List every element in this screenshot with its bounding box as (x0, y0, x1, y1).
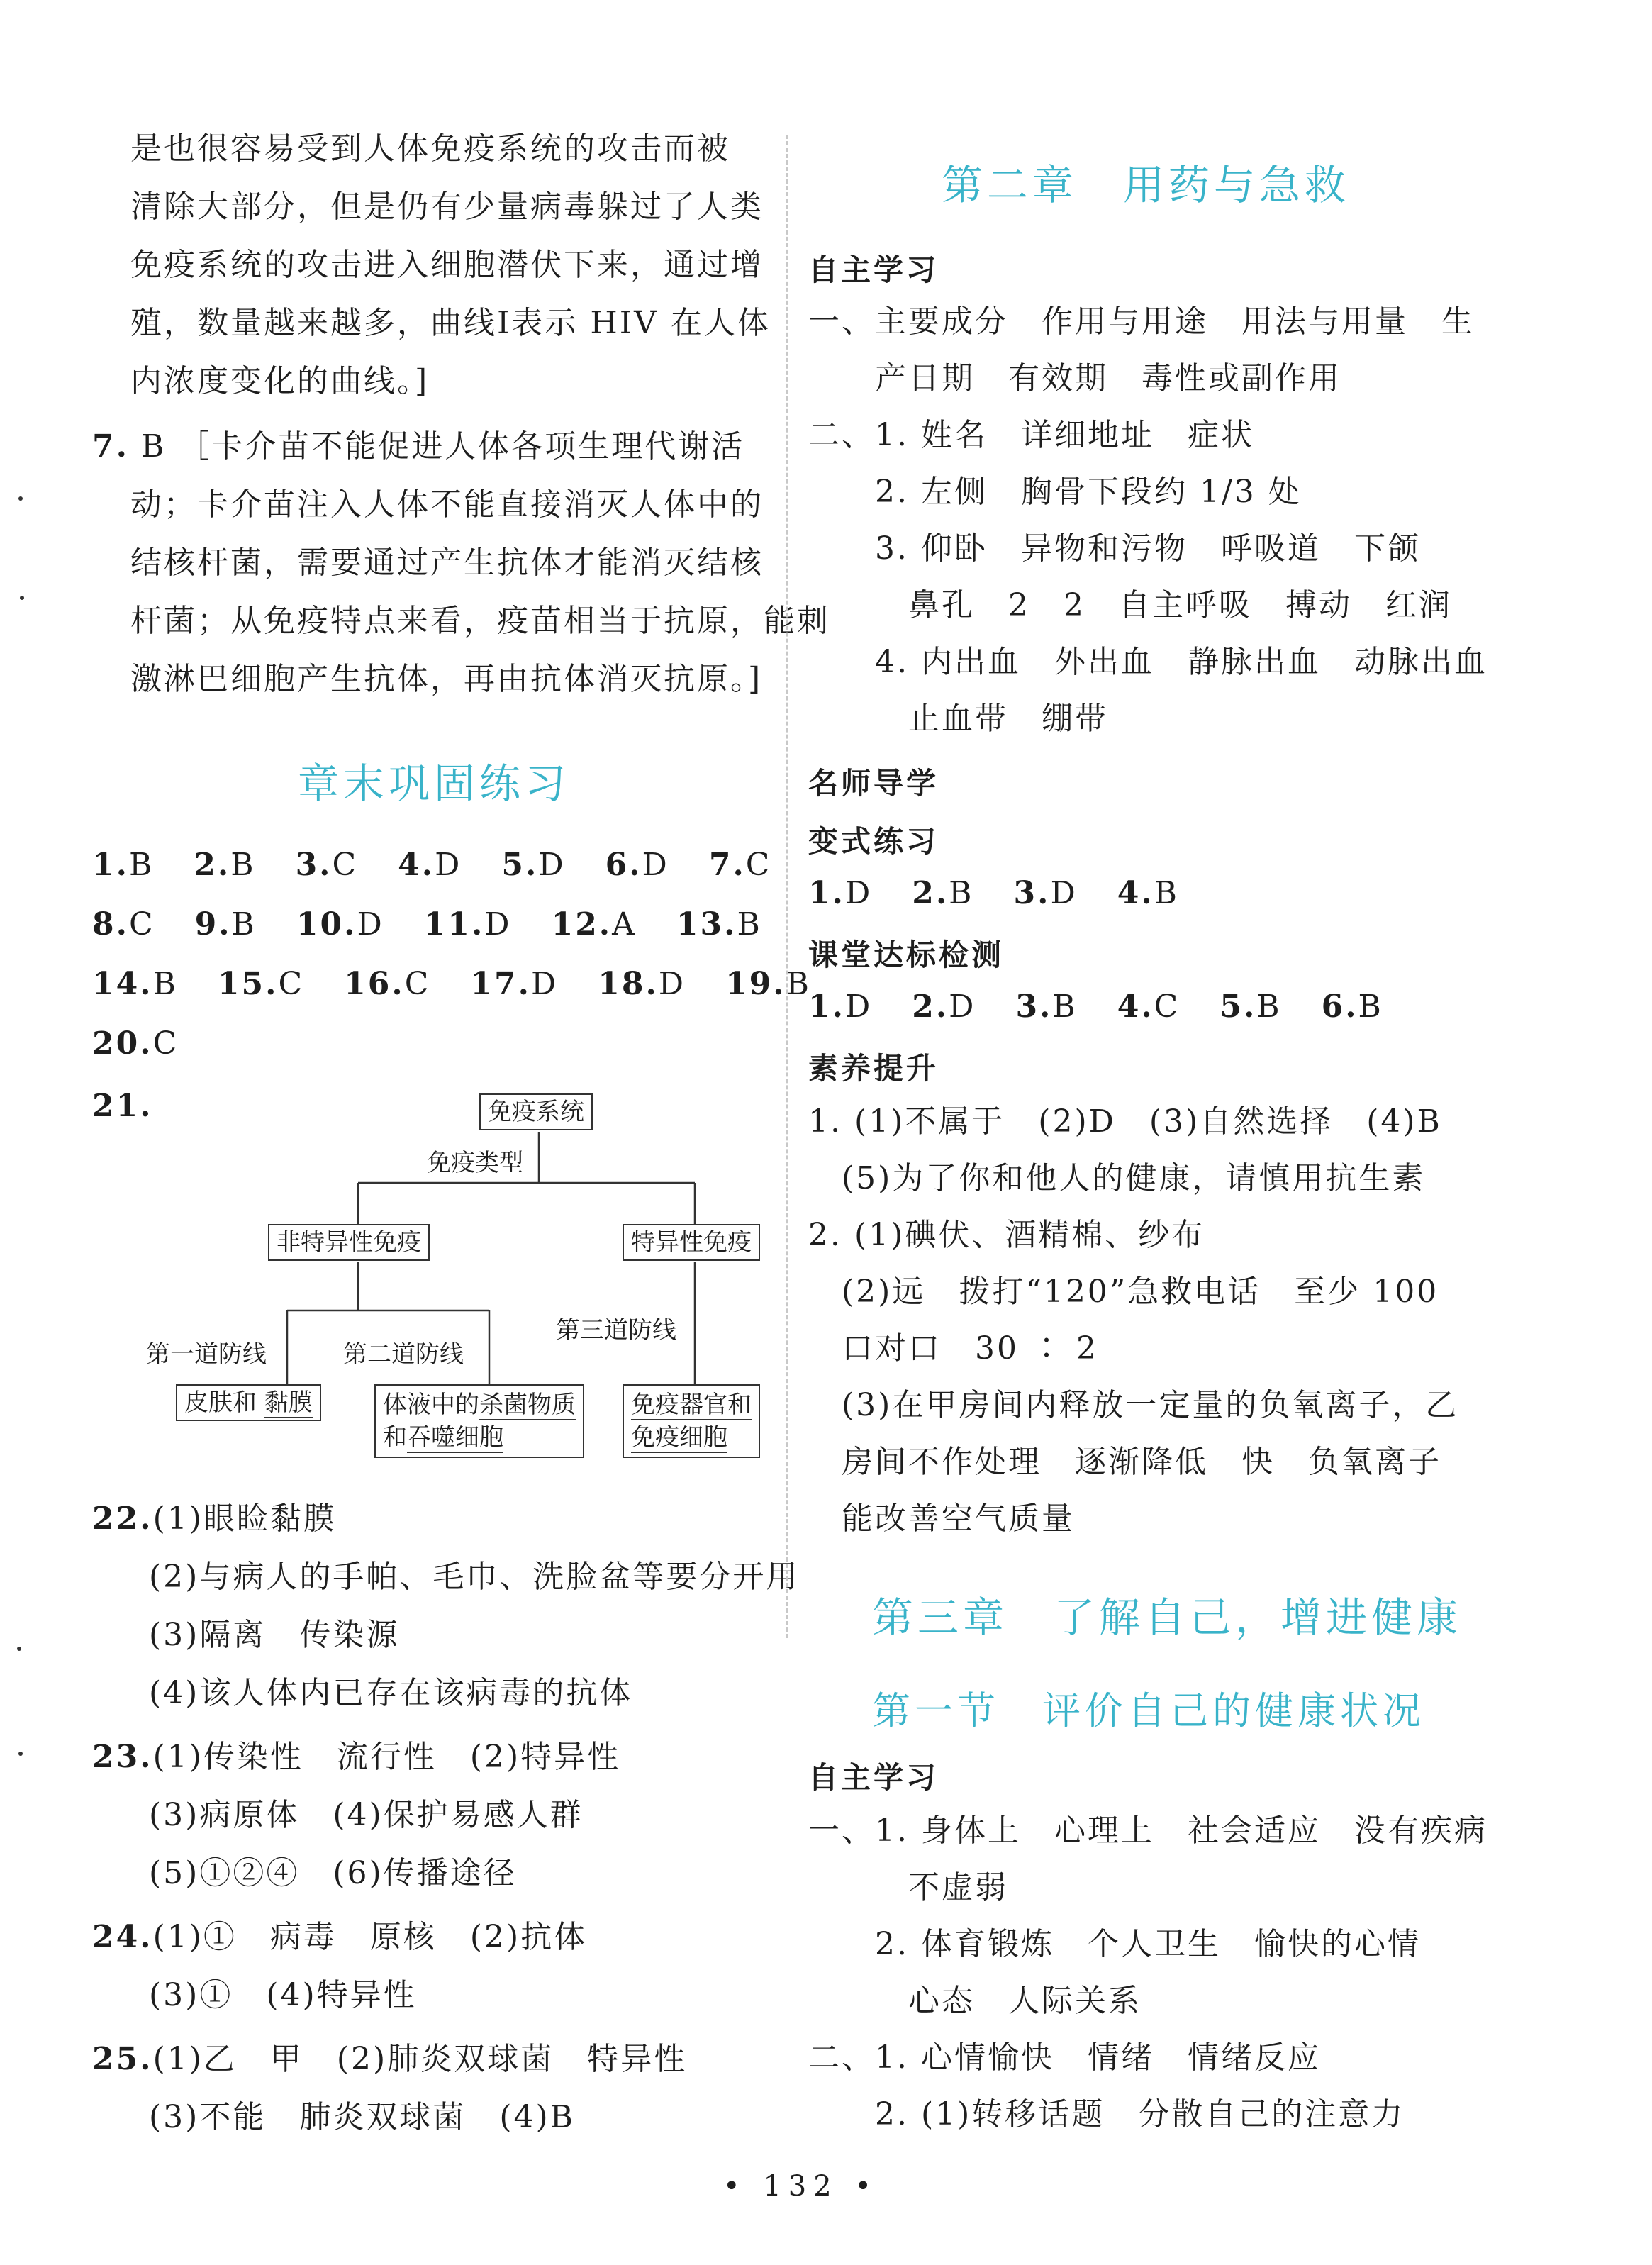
answer-value: A (612, 906, 637, 942)
text-line: 一、主要成分 作用与用途 用法与用量 生 (808, 304, 1475, 340)
answer-value: B (737, 906, 762, 942)
section-label: 名师导学 (808, 766, 939, 801)
answer-number: 4. (398, 847, 435, 883)
question-number: 25. (92, 2041, 153, 2077)
answer-item (1117, 986, 1181, 1028)
answer-item (1220, 986, 1281, 1028)
diagram-fluid-box (374, 1384, 584, 1458)
text-line: 1. (1)不属于 (2)D (3)自然选择 (4)B (808, 1103, 1442, 1140)
section-label: 素养提升 (808, 1051, 939, 1086)
text-line: 一、1. 身体上 心理上 社会适应 没有疾病 (808, 1813, 1488, 1849)
text-line: 鼻孔 2 2 自主呼吸 搏动 红润 (808, 587, 1452, 623)
answer-value: D (642, 847, 669, 883)
text-line: 内浓度变化的曲线。] (130, 363, 430, 399)
text-line: 2. (1)碘伏、酒精棉、纱布 (808, 1217, 1205, 1253)
text-line: (1)乙 甲 (2)肺炎双球菌 特异性 (152, 2041, 688, 2077)
answer-value: C (278, 966, 305, 1002)
answer-number: 11. (423, 906, 485, 942)
answer-value: D (949, 989, 976, 1025)
diagram-nonspecific-box: 非特异性免疫 (268, 1224, 430, 1261)
diagram-text: 杀菌物质 (479, 1391, 576, 1419)
answer-value: D (844, 875, 873, 911)
text-line: B ［卡介苗不能促进人体各项生理代谢活 (140, 428, 745, 464)
text-line: 房间不作处理 逐渐降低 快 负氧离子 (808, 1444, 1441, 1480)
text-line: (2)远 拨打“120”急救电话 至少 100 (808, 1274, 1439, 1310)
answer-number: 4. (1117, 989, 1154, 1025)
diagram-root-box: 免疫系统 (479, 1093, 593, 1130)
answer-number: 5. (1220, 989, 1257, 1025)
answer-number: 2. (912, 875, 949, 911)
page-number: • 132 • (723, 2170, 878, 2203)
answer-number: 5. (501, 847, 539, 883)
answer-number: 15. (217, 966, 279, 1002)
text-line: 结核杆菌，需要通过产生抗体才能消灭结核 (130, 545, 764, 581)
question-number: 22. (92, 1501, 153, 1537)
answer-number: 2. (912, 989, 949, 1025)
text-line: 二、1. 心情愉快 情绪 情绪反应 (808, 2039, 1321, 2076)
text-line: (1)① 病毒 原核 (2)抗体 (152, 1919, 588, 1955)
text-line: 产日期 有效期 毒性或副作用 (808, 360, 1341, 396)
answer-value: B (152, 966, 178, 1002)
text-line: (1)传染性 流行性 (2)特异性 (152, 1739, 621, 1775)
answer-number: 1. (92, 847, 129, 883)
answer-value: C (1154, 989, 1181, 1025)
diagram-label: 第二道防线 (343, 1340, 464, 1369)
scan-dot (20, 596, 24, 600)
answer-number: 6. (1321, 989, 1358, 1025)
text-line: (5)①②④ (6)传播途径 (149, 1855, 517, 1891)
chapter-heading: 第三章 了解自己，增进健康 (872, 1593, 1463, 1642)
answer-value: B (1256, 989, 1282, 1025)
text-line: 清除大部分，但是仍有少量病毒躲过了人类 (130, 189, 764, 225)
answer-number: 13. (676, 906, 737, 942)
answer-number: 19. (725, 966, 786, 1002)
answer-item (808, 986, 872, 1028)
answer-number: 10. (296, 906, 357, 942)
answer-value: B (128, 847, 155, 883)
text-line: 止血带 绷带 (808, 701, 1108, 737)
section-label: 自主学习 (808, 252, 939, 287)
text-line: 心态 人际关系 (808, 1983, 1142, 2019)
answer-value: D (658, 966, 686, 1002)
text-line: 2. 左侧 胸骨下段约 1/3 处 (808, 474, 1302, 510)
answer-number: 18. (598, 966, 659, 1002)
section-label: 变式练习 (808, 824, 939, 859)
scan-dot (18, 1752, 23, 1756)
answer-value: B (949, 875, 974, 911)
question-number: 23. (92, 1739, 153, 1775)
question-23 (92, 1736, 620, 1779)
page-number-value: 132 (763, 2170, 839, 2203)
text-line: 3. 仰卧 异物和污物 呼吸道 下颌 (808, 530, 1421, 567)
column-divider (786, 135, 788, 1638)
text-line: 是也很容易受到人体免疫系统的攻击而被 (130, 130, 730, 167)
answer-value: C (128, 906, 155, 942)
answer-item (1015, 986, 1077, 1028)
text-line: (2)与病人的手帕、毛巾、洗脸盆等要分开用 (149, 1559, 800, 1595)
diagram-text: 吞噬细胞 (407, 1423, 503, 1452)
text-line: 二、1. 姓名 详细地址 症状 (808, 417, 1254, 453)
text-line: (1)眼睑黏膜 (152, 1501, 337, 1537)
text-line: 2. (1)转移话题 分散自己的注意力 (808, 2096, 1405, 2132)
answer-number: 7. (708, 847, 746, 883)
diagram-text: 体液中的 (383, 1391, 479, 1419)
answer-value: D (844, 989, 873, 1025)
question-24 (92, 1916, 587, 1959)
answer-value: B (230, 847, 256, 883)
answer-value: B (1052, 989, 1078, 1025)
answer-number: 9. (194, 906, 232, 942)
text-line: (3)不能 肺炎双球菌 (4)B (149, 2099, 575, 2135)
text-line: (3)病原体 (4)保护易感人群 (149, 1797, 584, 1833)
text-line: (3)隔离 传染源 (149, 1617, 400, 1653)
answer-value: D (538, 847, 566, 883)
answer-number: 17. (470, 966, 531, 1002)
section-label: 课堂达标检测 (808, 937, 1005, 972)
answer-item (1322, 986, 1383, 1028)
answer-value: D (530, 966, 559, 1002)
text-line: (3)① (4)特异性 (149, 1977, 417, 2013)
section-heading: 章末巩固练习 (298, 759, 571, 808)
text-line: 杆菌；从免疫特点来看，疫苗相当于抗原，能刺 (130, 603, 830, 639)
answer-value: B (1358, 989, 1383, 1025)
answer-number: 3. (295, 847, 333, 883)
answer-value: B (1154, 875, 1179, 911)
text-line: 2. 体育锻炼 个人卫生 愉快的心情 (808, 1926, 1421, 1962)
answer-row (808, 986, 1423, 1028)
text-line: 免疫系统的攻击进入细胞潜伏下来，通过增 (130, 247, 764, 283)
diagram-text: 黏膜 (264, 1389, 313, 1417)
answer-number: 20. (92, 1025, 153, 1062)
question-number: 7. (92, 428, 129, 464)
section-heading: 第一节 评价自己的健康状况 (872, 1688, 1425, 1733)
answer-number: 1. (808, 875, 845, 911)
answer-number: 3. (1013, 875, 1051, 911)
text-line: 激淋巴细胞产生抗体，再由抗体消灭抗原。] (130, 661, 763, 697)
diagram-text: 免疫细胞 (631, 1423, 727, 1452)
answer-value: C (404, 966, 431, 1002)
diagram-label: 第三道防线 (556, 1316, 676, 1345)
chapter-heading: 第二章 用药与急救 (942, 161, 1351, 209)
answer-number: 4. (1117, 875, 1154, 911)
answer-number: 2. (194, 847, 231, 883)
answer-item (912, 872, 973, 915)
diagram-skin-box (176, 1384, 321, 1421)
text-line: 能改善空气质量 (808, 1501, 1075, 1537)
answer-number: 1. (808, 989, 845, 1025)
text-line: 口对口 30 ∶ 2 (808, 1330, 1098, 1367)
question-25 (92, 2038, 687, 2081)
answer-value: C (745, 847, 772, 883)
answer-value: D (1050, 875, 1078, 911)
diagram-organ-box (623, 1384, 760, 1458)
text-line: 不虚弱 (808, 1869, 1008, 1905)
answer-value: C (332, 847, 359, 883)
question-22 (92, 1498, 337, 1540)
text-line: (3)在甲房间内释放一定量的负氧离子，乙 (808, 1387, 1459, 1423)
answer-value: C (152, 1025, 179, 1062)
diagram-text: 免疫器官和 (631, 1391, 752, 1419)
scan-dot (18, 496, 23, 501)
answer-item (912, 986, 976, 1028)
answer-number: 14. (92, 966, 153, 1002)
answer-item (808, 872, 872, 915)
question-number: 24. (92, 1919, 153, 1955)
answer-value: B (786, 966, 811, 1002)
question-number: 21. (92, 1088, 153, 1124)
diagram-specific-box: 特异性免疫 (623, 1224, 760, 1261)
answer-item (1117, 872, 1179, 915)
answer-number: 6. (605, 847, 642, 883)
scan-dot (17, 1647, 21, 1651)
section-label: 自主学习 (808, 1760, 939, 1795)
text-line: 4. 内出血 外出血 静脉出血 动脉出血 (808, 644, 1488, 680)
answer-number: 16. (344, 966, 405, 1002)
diagram-label: 第一道防线 (146, 1340, 267, 1369)
text-line: 殖，数量越来越多，曲线Ⅰ表示 HIV 在人体 (130, 305, 771, 341)
answer-value: B (231, 906, 257, 942)
diagram-label: 免疫类型 (427, 1149, 523, 1177)
diagram-text: 和 (383, 1423, 407, 1452)
answer-item (1014, 872, 1078, 915)
answer-number: 3. (1015, 989, 1053, 1025)
answer-row (808, 872, 1219, 915)
answer-number: 12. (551, 906, 613, 942)
answer-value: D (484, 906, 512, 942)
text-line: 动；卡介苗注入人体不能直接消灭人体中的 (130, 486, 764, 523)
answer-value: D (357, 906, 384, 942)
text-line: (5)为了你和他人的健康，请慎用抗生素 (808, 1160, 1426, 1196)
answer-value: D (435, 847, 462, 883)
answer-number: 8. (92, 906, 129, 942)
diagram-text: 皮肤和 (184, 1389, 257, 1417)
text-line: (4)该人体内已存在该病毒的抗体 (149, 1675, 633, 1711)
